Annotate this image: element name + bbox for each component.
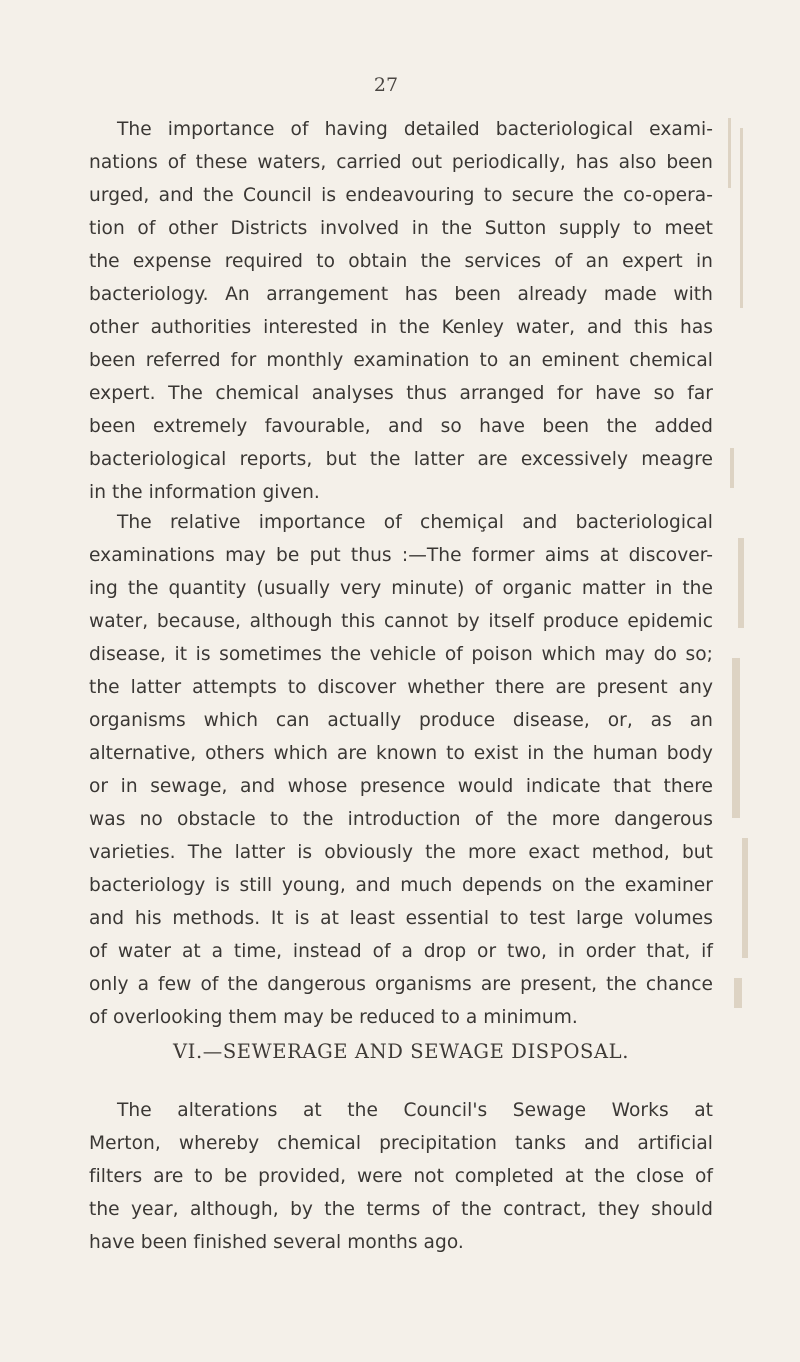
paragraph-line: of overlooking them may be reduced to a minimum. [89, 1007, 578, 1028]
paragraph-line: the expense required to obtain the services of an expert in [89, 251, 713, 272]
paragraph-line: only a few of the dangerous organisms are present, the chance [89, 974, 713, 995]
paragraph-line: water, because, although this cannot by itself produce epidemic [89, 611, 713, 632]
paragraph-line: have been finished several months ago. [89, 1232, 464, 1253]
paragraph-line: filters are to be provided, were not completed at the close of [89, 1166, 713, 1187]
paragraph-line: The alterations at the Council's Sewage Works at [117, 1100, 713, 1121]
paragraph-line: bacteriology is still young, and much depends on the examiner [89, 875, 713, 896]
paragraph-line: was no obstacle to the introduction of the more dangerous [89, 809, 713, 830]
paragraph-line: The importance of having detailed bacteriological exami- [117, 119, 713, 140]
paragraph-line: bacteriological reports, but the latter are excessively meagre [89, 449, 713, 470]
paragraph-relative-importance [89, 506, 713, 1034]
paragraph-line: examinations may be put thus :—The former aims at discover- [89, 545, 713, 566]
paragraph-sewage-works [89, 1094, 713, 1259]
paragraph-line: nations of these waters, carried out periodically, has also been [89, 152, 713, 173]
paragraph-line: Merton, whereby chemical precipitation tanks and artificial [89, 1133, 713, 1154]
paper-show-through-marks [726, 118, 756, 1018]
paragraph-line: in the information given. [89, 482, 320, 503]
paragraph-line: the year, although, by the terms of the contract, they should [89, 1199, 713, 1220]
paragraph-line: disease, it is sometimes the vehicle of poison which may do so; [89, 644, 713, 665]
paragraph-line: ing the quantity (usually very minute) of organic matter in the [89, 578, 713, 599]
paragraph-line: other authorities interested in the Kenley water, and this has [89, 317, 713, 338]
paragraph-line: expert. The chemical analyses thus arranged for have so far [89, 383, 713, 404]
paragraph-line: organisms which can actually produce disease, or, as an [89, 710, 713, 731]
paragraph-line: The relative importance of chemiçal and bacteriological [117, 512, 713, 533]
paragraph-line: urged, and the Council is endeavouring to secure the co-opera- [89, 185, 713, 206]
paragraph-line: varieties. The latter is obviously the more exact method, but [89, 842, 713, 863]
paragraph-line: or in sewage, and whose presence would indicate that there [89, 776, 713, 797]
paragraph-line: alternative, others which are known to exist in the human body [89, 743, 713, 764]
paragraph-line: been referred for monthly examination to an eminent chemical [89, 350, 713, 371]
section-heading: VI.—SEWERAGE AND SEWAGE DISPOSAL. [172, 1040, 630, 1063]
paragraph-line: been extremely favourable, and so have been the added [89, 416, 713, 437]
paragraph-line: of water at a time, instead of a drop or two, in order that, if [89, 941, 713, 962]
paragraph-line: bacteriology. An arrangement has been already made with [89, 284, 713, 305]
paragraph-line: tion of other Districts involved in the Sutton supply to meet [89, 218, 713, 239]
paragraph-line: and his methods. It is at least essential to test large volumes [89, 908, 713, 929]
paragraph-bacteriological-examinations [89, 113, 713, 509]
page-number: 27 [373, 74, 399, 96]
paragraph-line: the latter attempts to discover whether there are present any [89, 677, 713, 698]
